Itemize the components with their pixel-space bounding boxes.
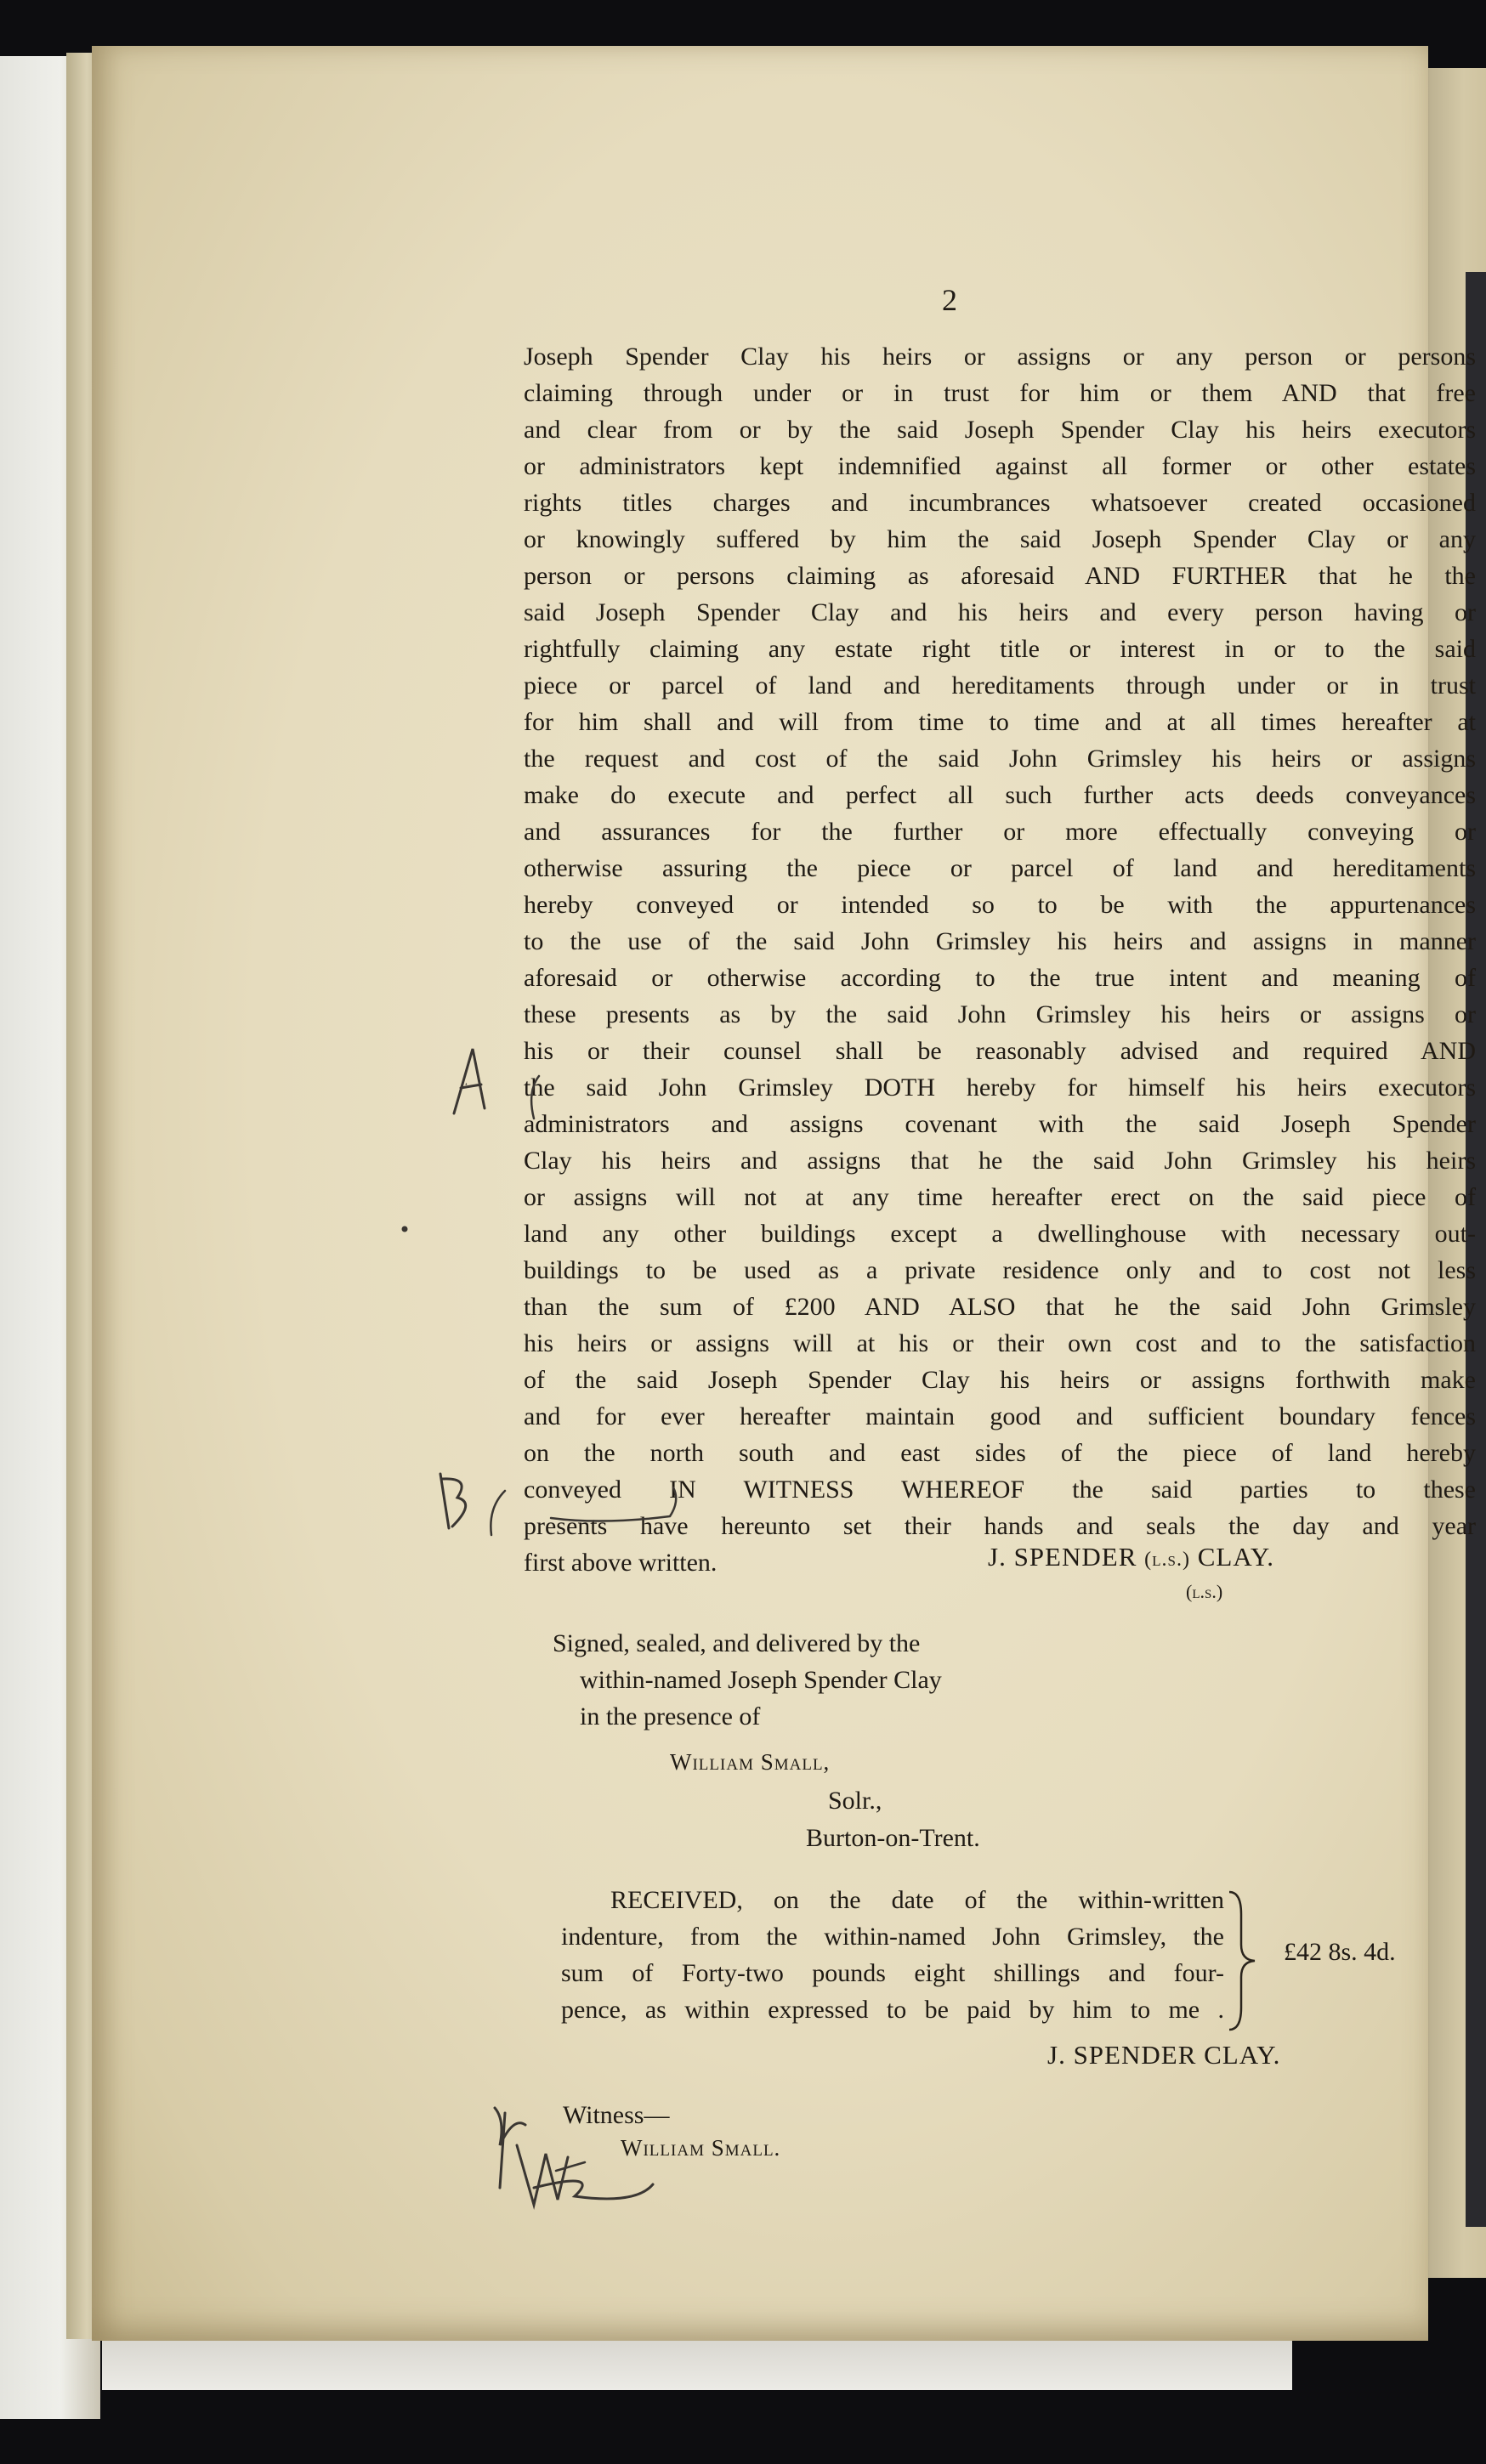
deed-text-line: and clear from or by the said Joseph Spender Clay his heirs executors: [524, 416, 1476, 444]
deed-text-line: Joseph Spender Clay his heirs or assigns or any person or persons: [524, 343, 1476, 371]
deed-text-line: these presents as by the said John Grimsley his heirs or assigns or: [524, 1000, 1476, 1028]
deed-text-line: for him shall and will from time to time and at all times hereafter at: [524, 708, 1476, 736]
deed-text-line: claiming through under or in trust for him or them AND that free: [524, 379, 1476, 407]
receipt-line: RECEIVED, on the date of the within-written: [610, 1886, 1224, 1914]
witness-title: Solr.,: [828, 1787, 882, 1815]
seal-mark: (l.s.): [1144, 1549, 1190, 1571]
deed-text-line: or knowingly suffered by him the said Joseph Spender Clay or any: [524, 525, 1476, 553]
deed-text-line: or assigns will not at any time hereafter erect on the said piece of: [524, 1183, 1476, 1211]
deed-text-line: Clay his heirs and assigns that he the said John Grimsley his heirs: [524, 1147, 1476, 1175]
deed-text-line: hereby conveyed or intended so to be with the appurtenances: [524, 891, 1476, 919]
bottom-paper-strip: [102, 2339, 1292, 2390]
witness-name: William Small,: [670, 1749, 831, 1775]
deed-text-line: presents have hereunto set their hands and seals the day and year: [524, 1512, 1476, 1540]
deed-text-line: said Joseph Spender Clay and his heirs and every person having or: [524, 598, 1476, 626]
deed-text-line: conveyed IN WITNESS WHEREOF the said parties to these: [524, 1476, 1476, 1504]
receipt-amount: £42 8s. 4d.: [1284, 1938, 1396, 1966]
deed-text-line: of the said Joseph Spender Clay his heirs or assigns forthwith make: [524, 1366, 1476, 1394]
signature-name-first: J. SPENDER: [988, 1542, 1137, 1572]
deed-text-line: buildings to be used as a private residence only and to cost not less: [524, 1256, 1476, 1284]
deed-text-line: the request and cost of the said John Grimsley his heirs or assigns: [524, 745, 1476, 773]
attestation-line: Signed, sealed, and delivered by the: [553, 1629, 921, 1657]
deed-text-line: and for ever hereafter maintain good and sufficient boundary fences: [524, 1402, 1476, 1430]
deed-text-line: than the sum of £200 AND ALSO that he the said John Grimsley: [524, 1293, 1476, 1321]
handwritten-annotations: [92, 46, 1428, 2341]
receipt-line: indenture, from the within-named John Grimsley, the: [561, 1923, 1224, 1951]
witness-label: Witness—: [563, 2101, 670, 2129]
deed-text-line: and assurances for the further or more effectually conveying or: [524, 818, 1476, 846]
deed-text-line: administrators and assigns covenant with the said Joseph Spender: [524, 1110, 1476, 1138]
page-number: 2: [942, 283, 957, 317]
witness-footer-name: William Small.: [621, 2135, 781, 2161]
deed-text-line: rightfully claiming any estate right title or interest in or to the said: [524, 635, 1476, 663]
deed-text-line: or administrators kept indemnified against all former or other estates: [524, 452, 1476, 480]
receipt-line: pence, as within expressed to be paid by him to me .: [561, 1996, 1224, 2024]
deed-text-line: otherwise assuring the piece or parcel of land and hereditaments: [524, 854, 1476, 882]
receipt-line: sum of Forty-two pounds eight shillings and four-: [561, 1959, 1224, 1987]
deed-text-line: land any other buildings except a dwellinghouse with necessary out-: [524, 1220, 1476, 1248]
signature-name-last: CLAY.: [1197, 1542, 1274, 1572]
deed-text-line: his heirs or assigns will at his or their own cost and to the satisfaction: [524, 1329, 1476, 1357]
deed-text-line: person or persons claiming as aforesaid AND FURTHER that he the: [524, 562, 1476, 590]
deed-text-line: first above written.: [524, 1549, 717, 1577]
deed-text-line: piece or parcel of land and hereditaments through under or in trust: [524, 671, 1476, 700]
receipt-signature: J. SPENDER CLAY.: [1047, 2040, 1281, 2070]
witness-place: Burton-on-Trent.: [806, 1824, 980, 1852]
deed-text-line: aforesaid or otherwise according to the true intent and meaning of: [524, 964, 1476, 992]
deed-text-line: the said John Grimsley DOTH hereby for himself his heirs executors: [524, 1073, 1476, 1102]
seal-mark-second: (l.s.): [1186, 1581, 1223, 1602]
attestation-line: within-named Joseph Spender Clay: [580, 1666, 942, 1694]
deed-text-line: his or their counsel shall be reasonably advised and required AND: [524, 1037, 1476, 1065]
deed-text-line: rights titles charges and incumbrances whatsoever created occasioned: [524, 489, 1476, 517]
deed-text-line: to the use of the said John Grimsley his heirs and assigns in manner: [524, 927, 1476, 955]
deed-text-line: on the north south and east sides of the piece of land hereby: [524, 1439, 1476, 1467]
document-page: [92, 46, 1476, 2341]
deed-text-line: make do execute and perfect all such further acts deeds conveyances: [524, 781, 1476, 809]
attestation-line: in the presence of: [580, 1702, 761, 1730]
